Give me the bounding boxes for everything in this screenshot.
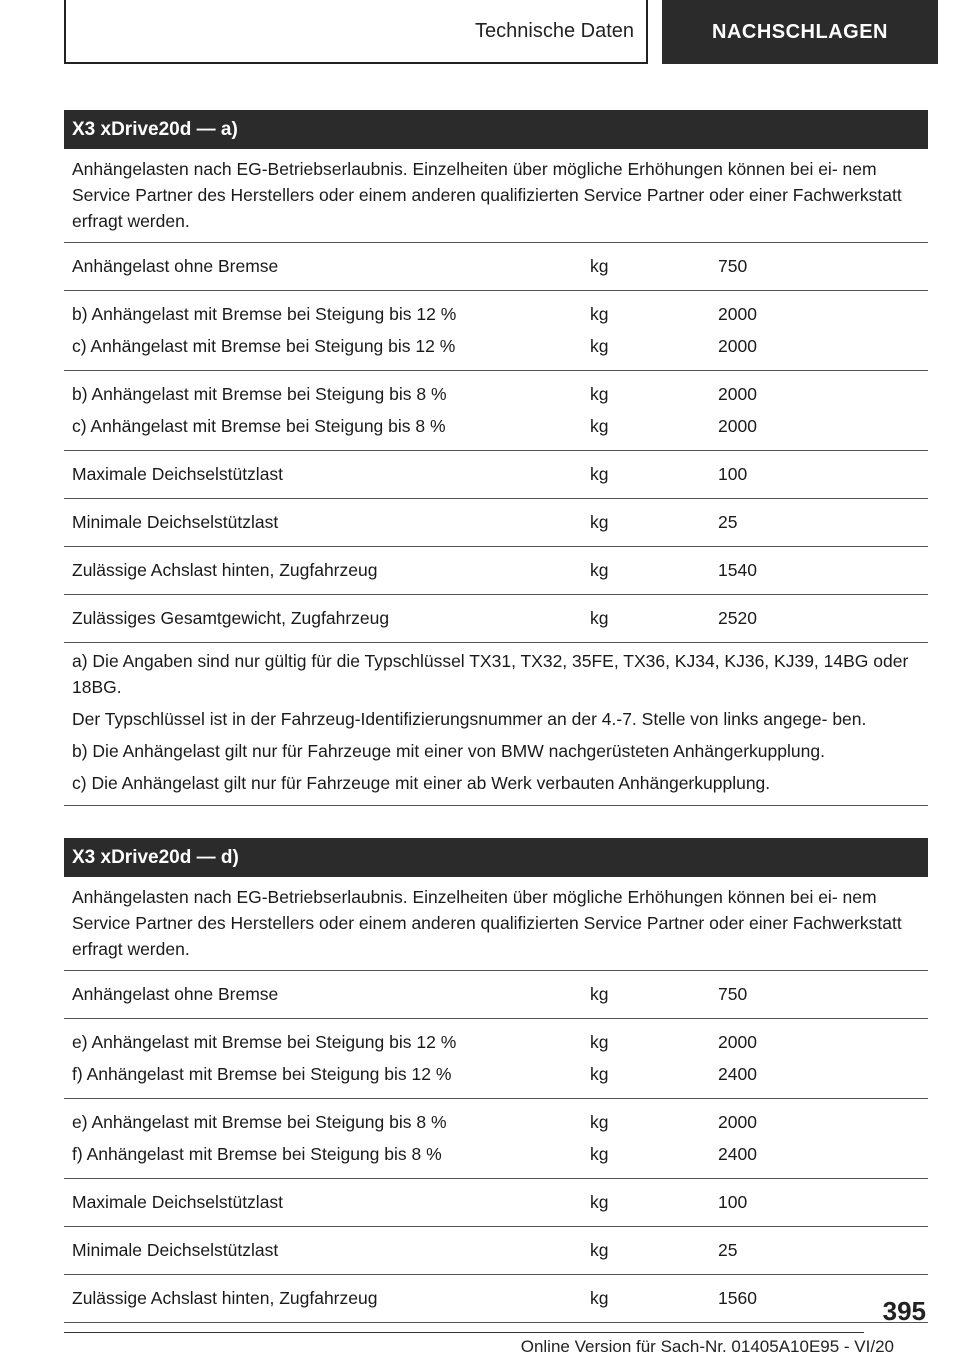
row-unit-cell — [590, 1106, 718, 1170]
row-label-cell — [64, 1026, 590, 1090]
table-row — [64, 595, 928, 643]
table-row — [64, 1019, 928, 1099]
row-unit-cell — [590, 602, 718, 634]
row-value: 100 — [718, 1192, 748, 1212]
row-unit-cell — [590, 378, 718, 442]
table-row — [64, 243, 928, 291]
row-unit: kg — [590, 384, 609, 404]
row-unit-cell — [590, 1026, 718, 1090]
row-unit: kg — [590, 512, 609, 532]
row-label: f) Anhängelast mit Bremse bei Steigung bis 8 % — [72, 1144, 442, 1164]
section-intro: Anhängelasten nach EG-Betriebserlaubnis. Einzelheiten über mögliche Erhöhungen können bei ei- nem Service Partner des Herstellers oder einem anderen qualifizierten Service Partner oder einer Fachwerkstatt erfragt werden. — [64, 877, 928, 971]
row-unit: kg — [590, 1144, 609, 1164]
row-label-cell — [64, 298, 590, 362]
row-label: b) Anhängelast mit Bremse bei Steigung bis 12 % — [72, 304, 457, 324]
section-heading: X3 xDrive20d — d) — [64, 838, 928, 877]
section-title: Technische Daten — [475, 19, 634, 42]
footnotes — [64, 643, 928, 806]
row-unit-cell — [590, 458, 718, 490]
row-unit: kg — [590, 984, 609, 1004]
row-label-cell — [64, 378, 590, 442]
row-label: Anhängelast ohne Bremse — [72, 984, 279, 1004]
row-unit: kg — [590, 1064, 609, 1084]
footer-text: Online Version für Sach-Nr. 01405A10E95 - VI/20 — [520, 1337, 894, 1356]
row-unit-cell — [590, 506, 718, 538]
row-value-cell — [718, 1026, 928, 1090]
row-unit: kg — [590, 560, 609, 580]
row-label-cell — [64, 1106, 590, 1170]
table-row — [64, 1275, 928, 1323]
footer-divider — [64, 1332, 864, 1333]
row-value: 25 — [718, 512, 738, 532]
row-value: 2000 — [718, 1112, 757, 1132]
row-value: 2520 — [718, 608, 757, 628]
row-unit: kg — [590, 1192, 609, 1212]
footnote: Der Typschlüssel ist in der Fahrzeug-Identifizierungsnummer an der 4.-7. Stelle von links angege- ben. — [72, 709, 867, 729]
page-number: 395 — [882, 1296, 926, 1326]
row-unit: kg — [590, 336, 609, 356]
table-row — [64, 499, 928, 547]
data-section — [64, 110, 928, 806]
row-label-cell — [64, 250, 590, 282]
row-label: Maximale Deichselstützlast — [72, 464, 284, 484]
row-label: b) Anhängelast mit Bremse bei Steigung bis 8 % — [72, 384, 447, 404]
row-unit-cell — [590, 1186, 718, 1218]
row-value: 750 — [718, 256, 748, 276]
row-unit: kg — [590, 608, 609, 628]
row-value: 2000 — [718, 1032, 757, 1052]
section-title-tab — [64, 0, 648, 64]
row-value: 750 — [718, 984, 748, 1004]
row-label-cell — [64, 1282, 590, 1314]
row-label: e) Anhängelast mit Bremse bei Steigung bis 8 % — [72, 1112, 447, 1132]
row-label-cell — [64, 458, 590, 490]
row-unit: kg — [590, 304, 609, 324]
row-value: 2400 — [718, 1064, 757, 1084]
row-value-cell — [718, 1234, 928, 1266]
row-value: 2400 — [718, 1144, 757, 1164]
row-unit-cell — [590, 250, 718, 282]
row-label: Anhängelast ohne Bremse — [72, 256, 279, 276]
row-value: 25 — [718, 1240, 738, 1260]
row-unit: kg — [590, 416, 609, 436]
row-label: Zulässige Achslast hinten, Zugfahrzeug — [72, 560, 378, 580]
row-label: Maximale Deichselstützlast — [72, 1192, 284, 1212]
row-unit: kg — [590, 464, 609, 484]
row-value-cell — [718, 378, 928, 442]
row-label-cell — [64, 1186, 590, 1218]
row-label-cell — [64, 1234, 590, 1266]
row-unit-cell — [590, 1234, 718, 1266]
row-label: Zulässiges Gesamtgewicht, Zugfahrzeug — [72, 608, 390, 628]
row-unit: kg — [590, 1032, 609, 1052]
row-unit-cell — [590, 298, 718, 362]
row-value-cell — [718, 1186, 928, 1218]
row-value-cell — [718, 554, 928, 586]
footnote: c) Die Anhängelast gilt nur für Fahrzeuge mit einer ab Werk verbauten Anhängerkupplung. — [72, 773, 771, 793]
row-unit-cell — [590, 554, 718, 586]
table-row — [64, 291, 928, 371]
row-unit-cell — [590, 1282, 718, 1314]
row-value-cell — [718, 250, 928, 282]
row-value: 2000 — [718, 336, 757, 356]
section-heading: X3 xDrive20d — a) — [64, 110, 928, 149]
footnote: a) Die Angaben sind nur gültig für die Typschlüssel TX31, TX32, 35FE, TX36, KJ34, KJ36, KJ39, 14BG oder 18BG. — [72, 651, 909, 697]
row-unit: kg — [590, 1240, 609, 1260]
row-label: Zulässige Achslast hinten, Zugfahrzeug — [72, 1288, 378, 1308]
row-label-cell — [64, 554, 590, 586]
row-label-cell — [64, 602, 590, 634]
table-row — [64, 371, 928, 451]
table-row — [64, 451, 928, 499]
row-value: 100 — [718, 464, 748, 484]
row-value: 2000 — [718, 384, 757, 404]
table-row — [64, 547, 928, 595]
row-value: 1560 — [718, 1288, 757, 1308]
chapter-title: NACHSCHLAGEN — [712, 20, 888, 43]
page-header — [0, 0, 960, 66]
row-label: Minimale Deichselstützlast — [72, 1240, 279, 1260]
row-value-cell — [718, 506, 928, 538]
section-intro: Anhängelasten nach EG-Betriebserlaubnis. Einzelheiten über mögliche Erhöhungen können bei ei- nem Service Partner des Herstellers oder einem anderen qualifizierten Service Partner oder einer Fachwerkstatt erfragt werden. — [64, 149, 928, 243]
row-label: Minimale Deichselstützlast — [72, 512, 279, 532]
row-label-cell — [64, 506, 590, 538]
table-row — [64, 1099, 928, 1179]
data-section — [64, 838, 928, 1323]
row-label: c) Anhängelast mit Bremse bei Steigung bis 8 % — [72, 416, 446, 436]
row-value-cell — [718, 978, 928, 1010]
row-value-cell — [718, 458, 928, 490]
row-unit-cell — [590, 978, 718, 1010]
row-unit: kg — [590, 1288, 609, 1308]
footnote: b) Die Anhängelast gilt nur für Fahrzeuge mit einer von BMW nachgerüsteten Anhängerkupplung. — [72, 741, 825, 761]
document-body — [64, 110, 928, 1355]
row-unit: kg — [590, 1112, 609, 1132]
row-label: e) Anhängelast mit Bremse bei Steigung bis 12 % — [72, 1032, 457, 1052]
row-label-cell — [64, 978, 590, 1010]
row-value-cell — [718, 602, 928, 634]
table-row — [64, 971, 928, 1019]
row-value: 1540 — [718, 560, 757, 580]
row-value-cell — [718, 298, 928, 362]
table-row — [64, 1227, 928, 1275]
row-value-cell — [718, 1106, 928, 1170]
row-value: 2000 — [718, 304, 757, 324]
chapter-title-tab — [662, 0, 938, 64]
row-unit: kg — [590, 256, 609, 276]
row-value: 2000 — [718, 416, 757, 436]
row-label: c) Anhängelast mit Bremse bei Steigung bis 12 % — [72, 336, 456, 356]
table-row — [64, 1179, 928, 1227]
row-label: f) Anhängelast mit Bremse bei Steigung bis 12 % — [72, 1064, 452, 1084]
